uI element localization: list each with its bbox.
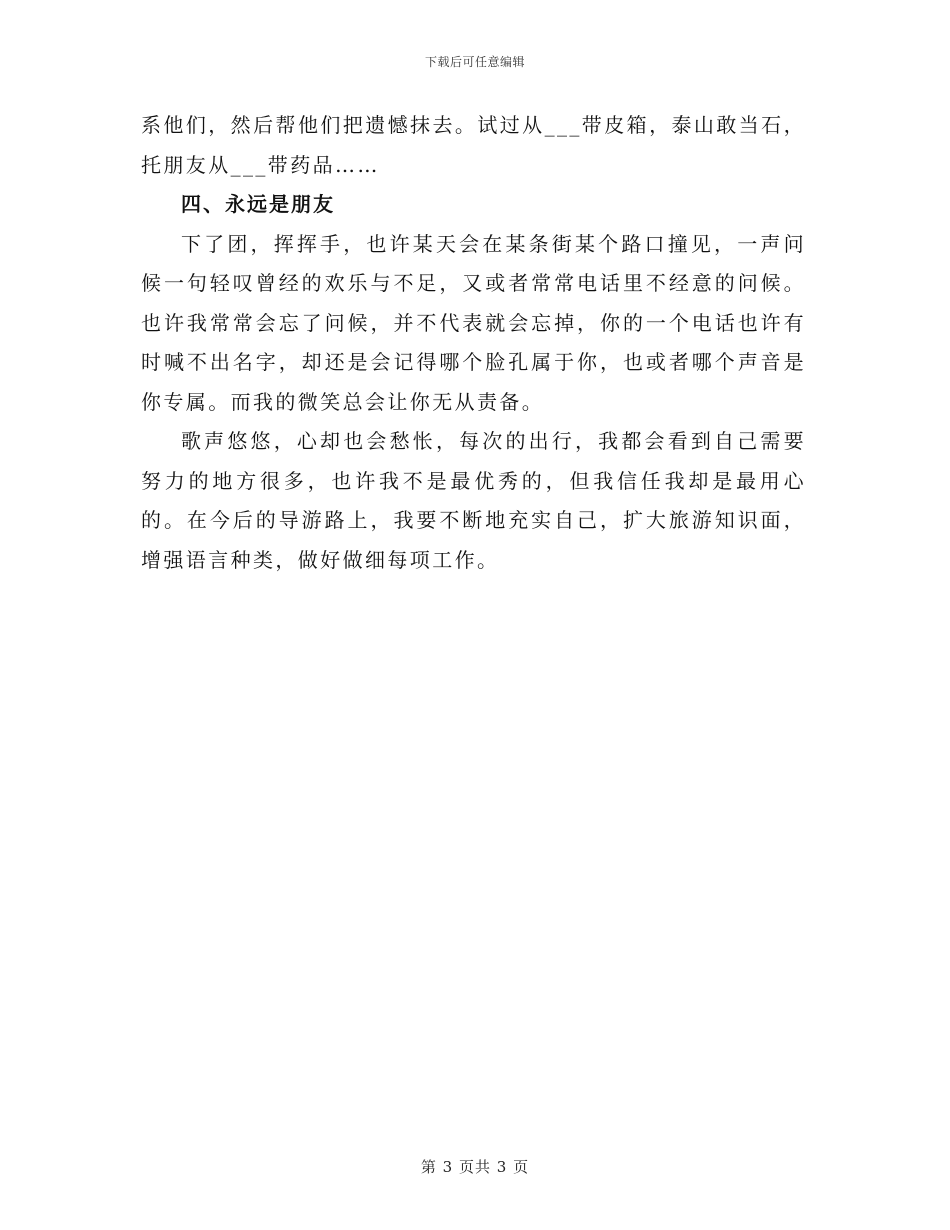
document-body	[141, 106, 806, 580]
section-heading: 四、永远是朋友	[181, 192, 335, 216]
page-footer: 第 3 页共 3 页	[420, 1158, 530, 1176]
paragraph: 歌声悠悠，心却也会愁怅，每次的出行，我都会看到自己需要努力的地方很多，也许我不是最优秀的，但我信任我却是最用心的。在今后的导游路上，我要不断地充实自己，扩大旅游知识面，增强语言种类，做好做细每项工作。	[141, 429, 806, 572]
page-header: 下载后可任意编辑	[424, 55, 525, 69]
paragraph: 下了团，挥挥手，也许某天会在某条街某个路口撞见，一声问候一句轻叹曾经的欢乐与不足，又或者常常电话里不经意的问候。也许我常常会忘了问候，并不代表就会忘掉，你的一个电话也许有时喊不出名字，却还是会记得哪个脸孔属于你，也或者哪个声音是你专属。而我的微笑总会让你无从责备。	[141, 231, 806, 414]
paragraph-continued: 系他们，然后帮他们把遗憾抹去。试过从___带皮箱，泰山敢当石，托朋友从___带药品……	[141, 113, 806, 177]
